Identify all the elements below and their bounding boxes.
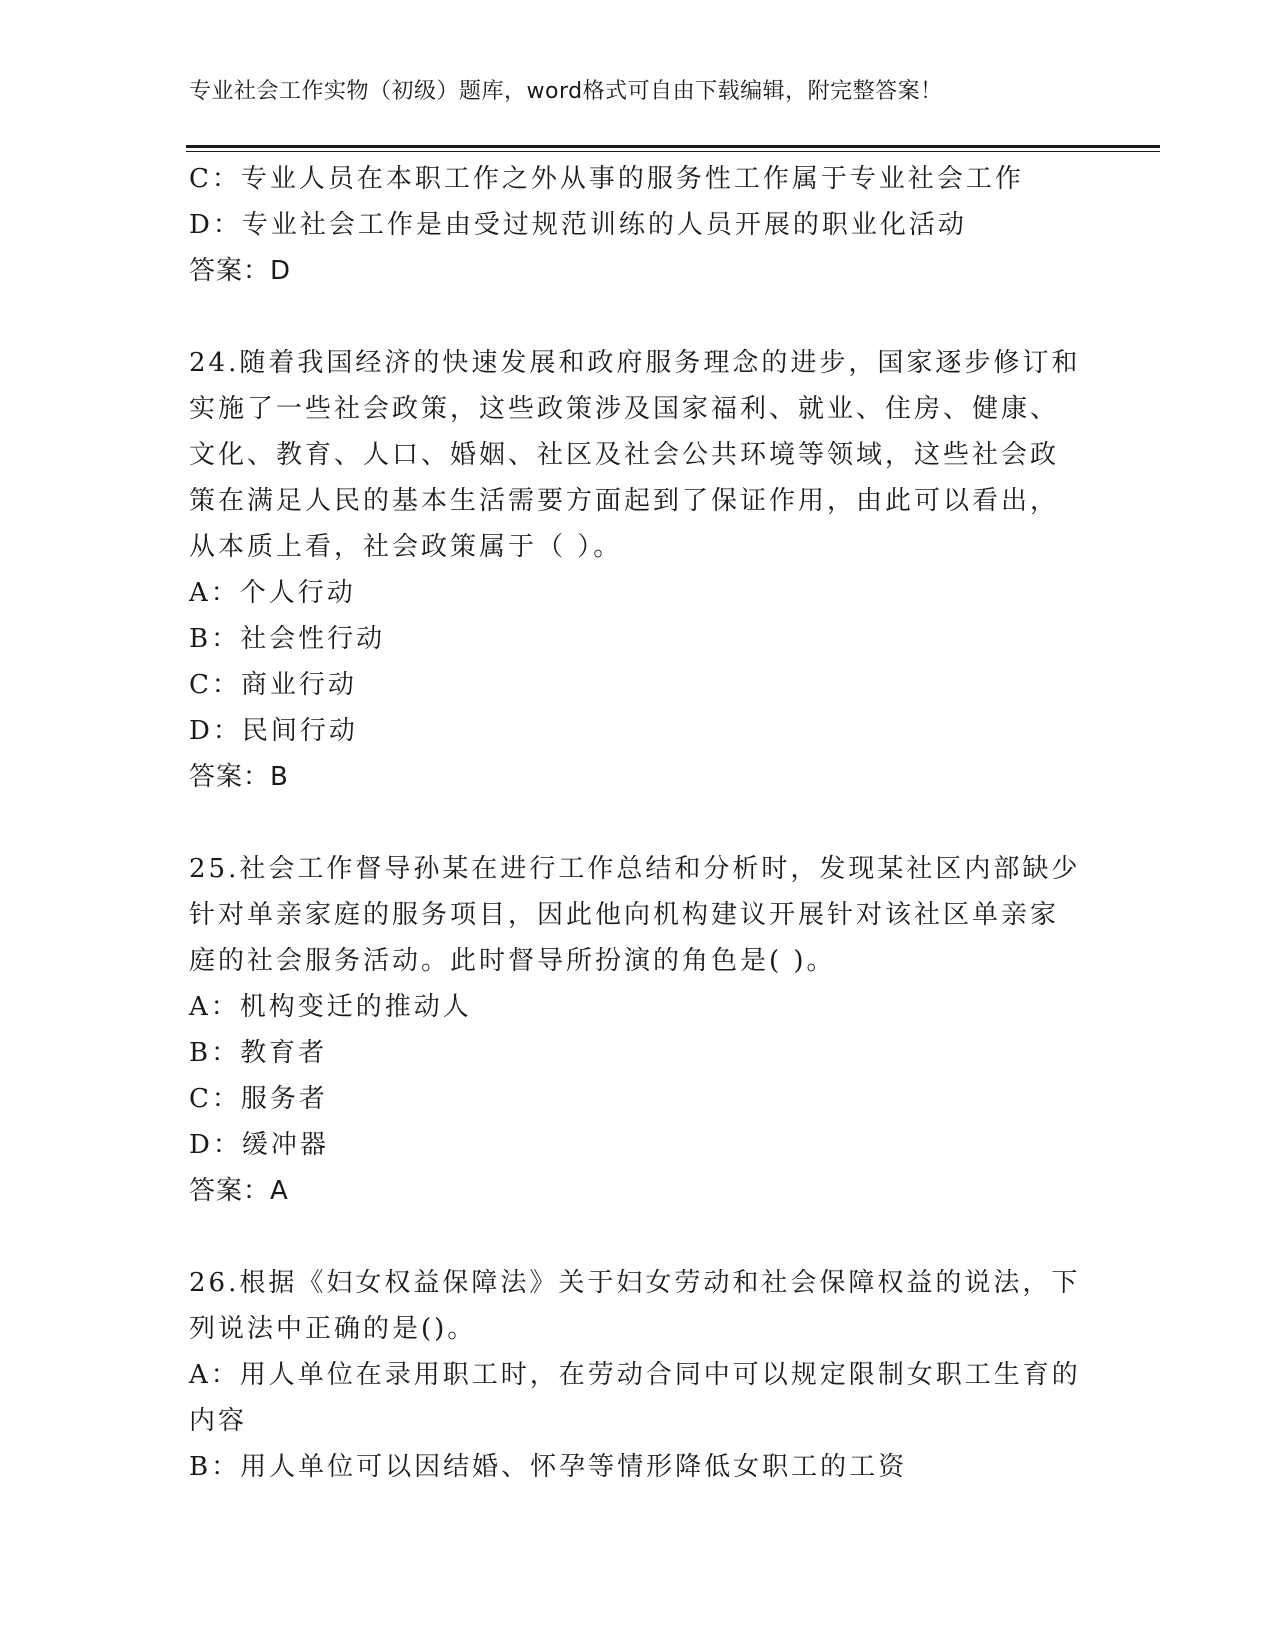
question-24 [189, 340, 1089, 800]
header-rule-thick [186, 145, 1160, 148]
question-stem-line: 24.随着我国经济的快速发展和政府服务理念的进步，国家逐步修订和 [189, 348, 1081, 378]
question-stem-line: 庭的社会服务活动。此时督导所扮演的角色是( )。 [189, 946, 836, 976]
option-a: A：机构变迁的推动人 [189, 992, 472, 1022]
option-c: C：专业人员在本职工作之外从事的服务性工作属于专业社会工作 [189, 164, 1024, 194]
question-stem-line: 列说法中正确的是()。 [189, 1314, 477, 1344]
option-a: A：个人行动 [189, 578, 356, 608]
question-25 [189, 846, 1089, 1214]
question-stem-line: 26.根据《妇女权益保障法》关于妇女劳动和社会保障权益的说法，下 [189, 1268, 1081, 1298]
option-b: B：社会性行动 [189, 624, 386, 654]
question-stem-line: 针对单亲家庭的服务项目，因此他向机构建议开展针对该社区单亲家 [189, 900, 1060, 930]
question-stem-line: 策在满足人民的基本生活需要方面起到了保证作用，由此可以看出， [189, 486, 1060, 516]
option-d: D：民间行动 [189, 716, 358, 746]
page-header: 专业社会工作实物（初级）题库，word格式可自由下载编辑，附完整答案！ [189, 79, 943, 104]
header-rule-thin [186, 151, 1160, 152]
answer-line: 答案：D [189, 256, 292, 286]
option-b: B：教育者 [189, 1038, 328, 1068]
option-d: D：专业社会工作是由受过规范训练的人员开展的职业化活动 [189, 210, 967, 240]
option-a-continuation: 内容 [189, 1406, 248, 1436]
question-stem-line: 文化、教育、人口、婚姻、社区及社会公共环境等领域，这些社会政 [189, 440, 1060, 470]
question-stem-line: 从本质上看，社会政策属于（ ）。 [189, 532, 623, 562]
option-b: B：用人单位可以因结婚、怀孕等情形降低女职工的工资 [189, 1452, 908, 1482]
option-d: D：缓冲器 [189, 1130, 329, 1160]
option-a: A：用人单位在录用职工时，在劳动合同中可以规定限制女职工生育的 [189, 1360, 1081, 1390]
option-c: C：服务者 [189, 1084, 328, 1114]
answer-line: 答案：B [189, 762, 289, 792]
answer-line: 答案：A [189, 1176, 289, 1206]
question-26 [189, 1260, 1089, 1490]
document-body [189, 156, 1089, 1490]
question-stem-line: 25.社会工作督导孙某在进行工作总结和分析时，发现某社区内部缺少 [189, 854, 1081, 884]
question-stem-line: 实施了一些社会政策，这些政策涉及国家福利、就业、住房、健康、 [189, 394, 1060, 424]
question-23-tail [189, 156, 1089, 294]
option-c: C：商业行动 [189, 670, 357, 700]
